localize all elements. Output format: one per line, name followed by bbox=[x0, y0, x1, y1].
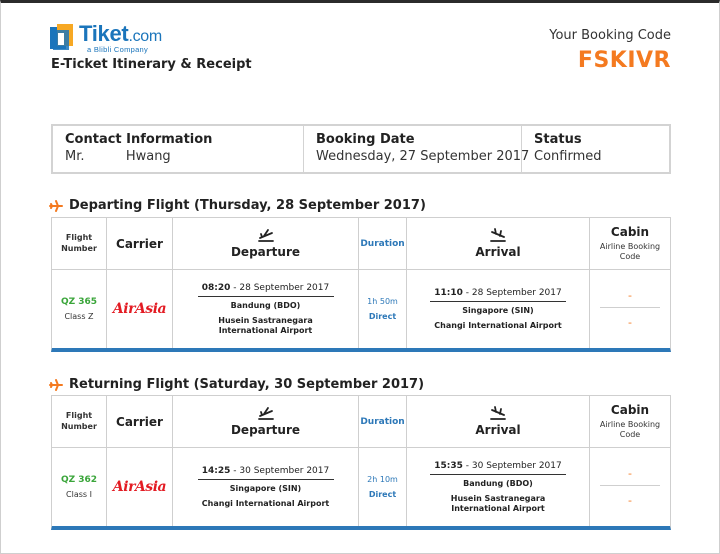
cabin-cell bbox=[590, 448, 670, 526]
departure-cell bbox=[173, 270, 359, 348]
arrival-header bbox=[407, 396, 590, 447]
flight-number-cell bbox=[52, 270, 107, 348]
arrival-city: Singapore (SIN) bbox=[462, 305, 534, 315]
airline-booking-code-header: Airline Booking Code bbox=[599, 241, 661, 261]
arrival-date: - 30 September 2017 bbox=[465, 460, 562, 471]
arrival-cell bbox=[407, 448, 590, 526]
tiket-logo[interactable] bbox=[49, 23, 162, 53]
arrival-date: - 28 September 2017 bbox=[465, 287, 562, 298]
flight-type: Direct bbox=[368, 312, 397, 321]
departure-airport: Changi International Airport bbox=[201, 498, 330, 508]
cabin-header-label: Cabin bbox=[610, 402, 650, 417]
flight-number: QZ 365 bbox=[60, 297, 98, 307]
contact-information-cell bbox=[53, 126, 304, 172]
departing-flight-title-text: Departing Flight (Thursday, 28 September 2017) bbox=[69, 198, 426, 213]
contact-information-heading: Contact Information bbox=[65, 132, 213, 147]
carrier-cell bbox=[107, 448, 173, 526]
cabin-header bbox=[590, 218, 670, 269]
departure-header bbox=[173, 218, 359, 269]
booking-info-box bbox=[51, 124, 671, 174]
departing-flight-table bbox=[51, 217, 671, 352]
departure-airport: Husein Sastranegara International Airport bbox=[218, 315, 313, 335]
flight-type: Direct bbox=[368, 490, 397, 499]
divider bbox=[600, 307, 660, 308]
document-title: E-Ticket Itinerary & Receipt bbox=[51, 57, 252, 72]
duration-header-label: Duration bbox=[360, 416, 405, 427]
departure-city: Singapore (SIN) bbox=[229, 483, 302, 493]
carrier-header bbox=[107, 218, 173, 269]
departure-time: 08:20 bbox=[201, 282, 231, 293]
duration-cell bbox=[359, 448, 407, 526]
airplane-icon bbox=[49, 200, 63, 212]
divider bbox=[198, 296, 334, 297]
returning-flight-title bbox=[49, 377, 424, 392]
arrival-header bbox=[407, 218, 590, 269]
divider bbox=[198, 479, 334, 480]
departing-flight-title bbox=[49, 198, 426, 213]
arrival-time: 11:10 bbox=[434, 287, 463, 298]
table-row bbox=[52, 448, 670, 526]
arrival-airport: Husein Sastranegara International Airport bbox=[450, 493, 546, 513]
flight-number-header-label: Flight Number bbox=[61, 411, 97, 431]
arrival-airport: Changi International Airport bbox=[434, 320, 562, 330]
booking-code-label: Your Booking Code bbox=[549, 28, 671, 43]
departure-header-label: Departure bbox=[230, 423, 301, 437]
departure-header bbox=[173, 396, 359, 447]
brand-name: Tiket bbox=[79, 21, 129, 46]
airasia-logo: AirAsia bbox=[112, 301, 167, 317]
departure-time: 14:25 bbox=[201, 465, 231, 476]
airline-booking-code-header: Airline Booking Code bbox=[599, 419, 661, 439]
departure-date: - 28 September 2017 bbox=[233, 282, 330, 293]
divider bbox=[430, 301, 566, 302]
flight-class: Class Z bbox=[64, 312, 94, 321]
table-header-row bbox=[52, 396, 670, 448]
airasia-logo: AirAsia bbox=[112, 479, 167, 495]
cabin-value: - bbox=[628, 467, 632, 480]
flight-duration: 2h 10m bbox=[367, 475, 398, 484]
status-heading: Status bbox=[534, 132, 582, 147]
booking-date-heading: Booking Date bbox=[316, 132, 415, 147]
departure-cell bbox=[173, 448, 359, 526]
departure-date: - 30 September 2017 bbox=[233, 465, 330, 476]
booking-date: Wednesday, 27 September 2017 bbox=[316, 149, 530, 164]
status-value: Confirmed bbox=[534, 149, 602, 164]
takeoff-icon bbox=[258, 406, 274, 420]
carrier-header-label: Carrier bbox=[116, 414, 163, 429]
carrier-header-label: Carrier bbox=[116, 236, 163, 251]
flight-number-cell bbox=[52, 448, 107, 526]
returning-flight-title-text: Returning Flight (Saturday, 30 September 2017) bbox=[69, 377, 425, 392]
carrier-cell bbox=[107, 270, 173, 348]
takeoff-icon bbox=[258, 228, 274, 242]
flight-duration: 1h 50m bbox=[367, 297, 398, 306]
table-header-row bbox=[52, 218, 670, 270]
airline-booking-code: - bbox=[628, 316, 632, 329]
departure-header-label: Departure bbox=[230, 245, 301, 259]
contact-name: Mr. Hwang bbox=[65, 149, 171, 164]
duration-header bbox=[359, 218, 407, 269]
flight-number-header bbox=[52, 396, 107, 447]
cabin-value: - bbox=[628, 289, 632, 302]
flight-number: QZ 362 bbox=[60, 475, 98, 485]
arrival-city: Bandung (BDO) bbox=[463, 478, 533, 488]
duration-cell bbox=[359, 270, 407, 348]
arrival-header-label: Arrival bbox=[475, 423, 521, 437]
arrival-time: 15:35 bbox=[434, 460, 463, 471]
brand-domain: .com bbox=[128, 28, 162, 45]
landing-icon bbox=[490, 228, 506, 242]
landing-icon bbox=[490, 406, 506, 420]
tiket-logo-icon bbox=[49, 23, 75, 51]
cabin-cell bbox=[590, 270, 670, 348]
flight-class: Class I bbox=[66, 490, 92, 499]
status-cell bbox=[522, 126, 669, 172]
departure-city: Bandung (BDO) bbox=[230, 300, 301, 310]
carrier-header bbox=[107, 396, 173, 447]
divider bbox=[430, 474, 566, 475]
booking-date-cell bbox=[304, 126, 530, 172]
duration-header bbox=[359, 396, 407, 447]
cabin-header-label: Cabin bbox=[610, 224, 650, 239]
returning-flight-table bbox=[51, 395, 671, 530]
brand-tagline: a Blibli Company bbox=[87, 45, 149, 54]
arrival-header-label: Arrival bbox=[475, 245, 521, 259]
booking-code: FSKIVR bbox=[577, 48, 671, 73]
divider bbox=[600, 485, 660, 486]
cabin-header bbox=[590, 396, 670, 447]
arrival-cell bbox=[407, 270, 590, 348]
duration-header-label: Duration bbox=[360, 238, 405, 249]
table-row bbox=[52, 270, 670, 348]
airline-booking-code: - bbox=[628, 494, 632, 507]
airplane-icon bbox=[49, 379, 63, 391]
flight-number-header-label: Flight Number bbox=[61, 233, 97, 253]
flight-number-header bbox=[52, 218, 107, 269]
